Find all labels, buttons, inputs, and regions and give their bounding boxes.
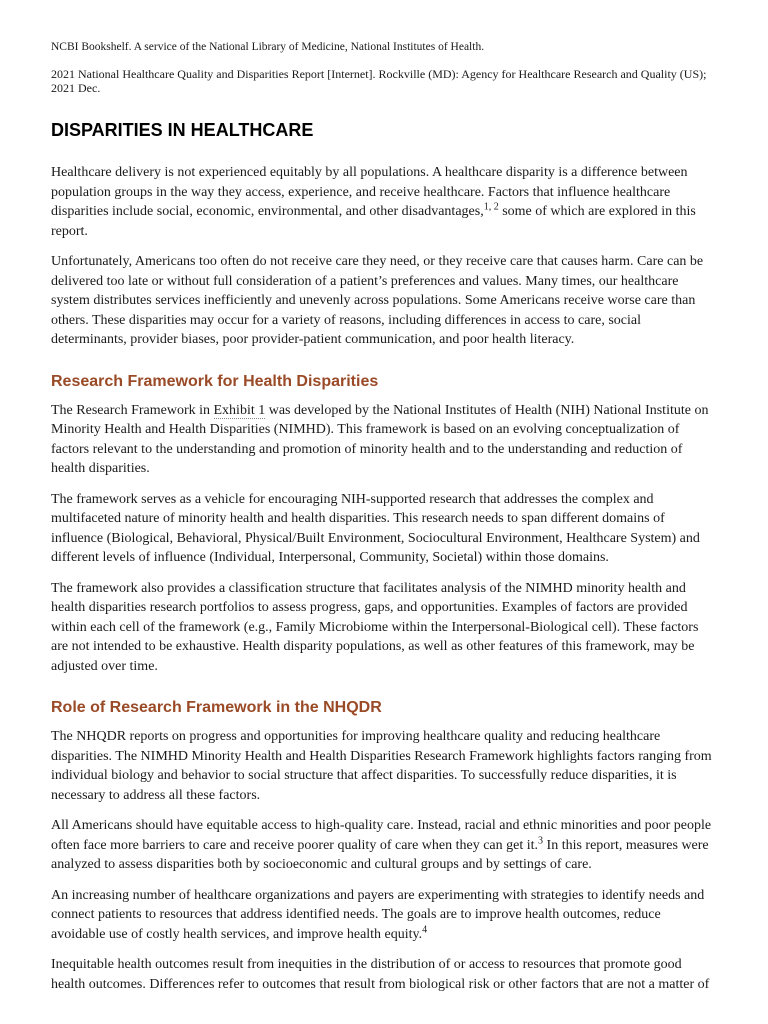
section2-paragraph-2 — [51, 816, 713, 875]
section1-paragraph-1 — [51, 401, 713, 479]
section2-p3-text: An increasing number of healthcare organizations and payers are experimenting with strategies to identify needs and connect patients to resources that address identified needs. The goals are to improve health outcomes, reduce avoidable use of costly health services, and improve health equity. — [51, 887, 705, 942]
section2-paragraph-1: The NHQDR reports on progress and opportunities for improving healthcare quality and reducing healthcare disparities. The NIMHD Minority Health and Health Disparities Research Framework highlights factors ranging from individual biology and behavior to social structure that affect disparities. To successfully reduce disparities, it is necessary to address all these factors. — [51, 729, 712, 803]
intro-paragraph-1 — [51, 163, 713, 241]
intro-p1-tail: some of which are explored in this report. — [51, 204, 696, 239]
bookshelf-header: NCBI Bookshelf. A service of the National Library of Medicine, National Institutes of Health. — [51, 41, 485, 53]
section1-p1-post: was developed by the National Institutes of Health (NIH) National Institute on Minority Health and Health Disparities (NIMHD). This framework is based on an evolving conceptualization of factors relevant to the understanding and promotion of minority health and to the understanding and reduction of health disparities. — [51, 402, 709, 476]
section2-p2-tail: In this report, measures were analyzed to assess disparities both by socioeconomic and cultural groups and by settings of care. — [51, 837, 709, 872]
reference-link-1[interactable]: 1 — [483, 201, 489, 213]
reference-link-3[interactable]: 3 — [538, 834, 544, 846]
section1-paragraph-2: The framework serves as a vehicle for encouraging NIH-supported research that addresses the complex and multifaceted nature of minority health and health disparities. This research needs to span different domains of influence (Biological, Behavioral, Physical/Built Environment, Sociocultural Environment, Healthcare System) and different levels of influence (Individual, Interpersonal, Community, Societal) within those domains. — [51, 491, 700, 565]
section1-paragraph-3: The framework also provides a classification structure that facilitates analysis of the NIMHD minority health and health disparities research portfolios to assess progress, gaps, and opportunities. Examples of factors are provided within each cell of the framework (e.g., Family Microbiome within the Interpersonal-Biological cell). These factors are not intended to be exhaustive. Health disparity populations, as well as other features of this framework, may be adjusted over time. — [51, 580, 699, 674]
citation-line: 2021 National Healthcare Quality and Disparities Report [Internet]. Rockville (MD): Agency for Healthcare Research and Quality (US); 2021 Dec. — [51, 67, 707, 95]
document-page — [51, 40, 713, 994]
section2-paragraph-3 — [51, 886, 713, 945]
reference-link-2[interactable]: 2 — [493, 201, 499, 213]
page-title: DISPARITIES IN HEALTHCARE — [51, 120, 314, 140]
intro-p1-text: Healthcare delivery is not experienced equitably by all populations. A healthcare disparity is a difference between population groups in the way they access, experience, and receive healthcare. Factors that influence healthcare disparities include social, economic, environmental, and other disadvantages, — [51, 165, 688, 219]
section2-p2-text: All Americans should have equitable access to high-quality care. Instead, racial and ethnic minorities and poor people often face more barriers to care and receive poorer quality of care when they can get it. — [51, 818, 712, 853]
reference-link-4[interactable]: 4 — [422, 923, 428, 935]
ref-separator: , — [488, 201, 494, 213]
section-heading-research-framework: Research Framework for Health Disparities — [51, 372, 379, 390]
section2-paragraph-4: Inequitable health outcomes result from inequities in the distribution of or access to resources that promote good health outcomes. Differences refer to outcomes that result from biological risk or other factors that are not a matter of — [51, 957, 710, 992]
exhibit-1-link[interactable]: Exhibit 1 — [213, 402, 266, 418]
section1-p1-pre: The Research Framework in — [51, 402, 214, 418]
intro-paragraph-2: Unfortunately, Americans too often do not receive care they need, or they receive care that causes harm. Care can be delivered too late or without full consideration of a patient’s preferences and values. Many times, our healthcare system distributes services inefficiently and unevenly across populations. Some Americans receive worse care than others. These disparities may occur for a variety of reasons, including differences in access to care, social determinants, provider biases, poor provider-patient communication, and poor health literacy. — [51, 254, 704, 347]
section-heading-role-nhqdr: Role of Research Framework in the NHQDR — [51, 699, 382, 716]
